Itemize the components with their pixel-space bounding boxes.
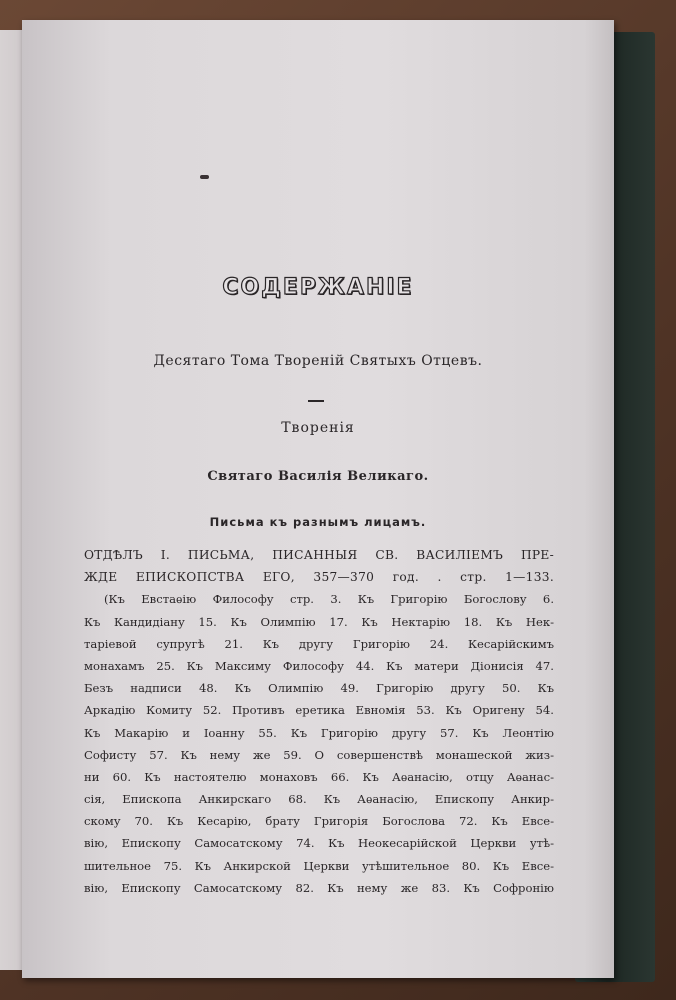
page-content	[22, 20, 614, 978]
text-line: ОТДѢЛЪ I. ПИСЬМА, ПИСАННЫЯ СВ. ВАСИЛІЕМЪ ПРЕ-	[84, 548, 554, 562]
author-heading: Святаго Василія Великаго.	[207, 469, 429, 484]
text-line: Безъ надписи 48. Къ Олимпію 49. Григорію другу 50. Къ	[84, 681, 554, 696]
text-line: Софисту 57. Къ нему же 59. О совершенствѣ монашеской жиз-	[84, 747, 554, 762]
text-line: таріевой супругѣ 21. Къ другу Григорію 24. Кесарійскимъ	[84, 636, 554, 651]
text-line: скому 70. Къ Кесарію, брату Григорія Богослова 72. Къ Евсе-	[84, 814, 554, 829]
text-line: ЖДЕ ЕПИСКОПСТВА ЕГО, 357—370 год. . стр. 1—133.	[84, 570, 554, 585]
page-subtitle: Десятаго Тома Твореній Святыхъ Отцевъ.	[153, 353, 483, 369]
ink-speck	[200, 175, 209, 179]
text-line: вію, Епископу Самосатскому 74. Къ Неокесарійской Церкви утѣ-	[84, 836, 554, 851]
text-line: Аркадію Комиту 52. Противъ еретика Евномія 53. Къ Оригену 54.	[84, 703, 554, 718]
text-line: ни 60. Къ настоятелю монаховъ 66. Къ Аѳанасію, отцу Аѳанас-	[84, 769, 554, 784]
text-line: вію, Епископу Самосатскому 82. Къ нему же 83. Къ Софронію	[84, 880, 554, 895]
section-heading: Письма къ разнымъ лицамъ.	[209, 515, 427, 529]
text-line: монахамъ 25. Къ Максиму Философу 44. Къ матери Діонисія 47.	[84, 658, 554, 673]
contents-text	[84, 544, 554, 899]
text-line: (Къ Евстаѳію Философу стр. 3. Къ Григорію Богослову 6.	[104, 592, 554, 607]
separator-dash	[308, 400, 324, 402]
works-heading: Творенія	[281, 420, 355, 436]
book-page	[22, 20, 614, 978]
text-line: Къ Кандидіану 15. Къ Олимпію 17. Къ Нектарію 18. Къ Нек-	[84, 614, 554, 629]
text-line: сія, Епископа Анкирскаго 68. Къ Аѳанасію, Епископу Анкир-	[84, 792, 554, 807]
text-line: шительное 75. Къ Анкирской Церкви утѣшительное 80. Къ Евсе-	[84, 858, 554, 873]
page-title: СОДЕРЖАНІЕ	[222, 275, 414, 300]
text-line: Къ Макарію и Іоанну 55. Къ Григорію другу 57. Къ Леонтію	[84, 725, 554, 740]
